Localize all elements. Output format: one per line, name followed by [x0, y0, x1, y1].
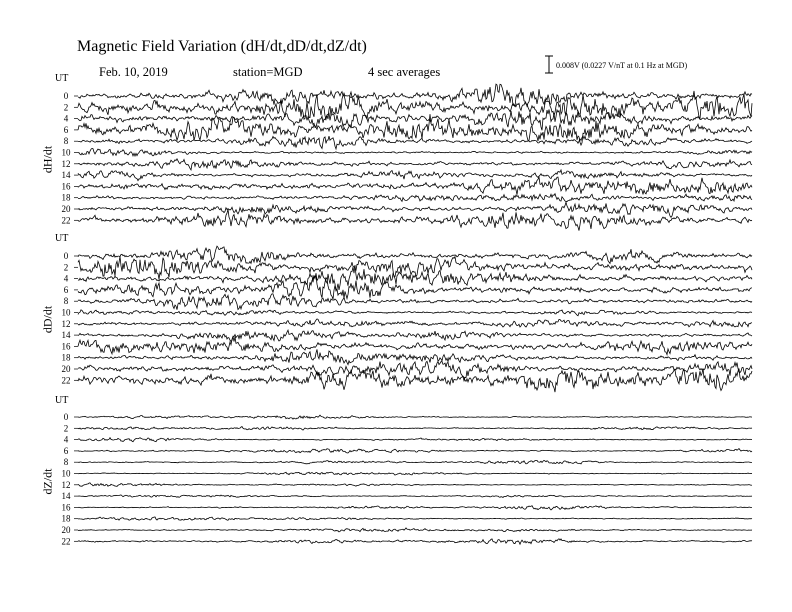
ylabel-dz: dZ/dt	[40, 468, 55, 495]
hour-tick-label: 18	[61, 192, 71, 203]
trace-dD-dt-h0	[78, 246, 752, 263]
hour-tick-label: 12	[61, 318, 71, 329]
hour-tick-label: 4	[63, 273, 69, 284]
trace-dH-dt-h18	[78, 194, 752, 202]
hour-tick-label: 12	[61, 479, 71, 490]
trace-dH-dt-h22	[78, 209, 752, 230]
trace-dH-dt-h20	[78, 202, 752, 217]
trace-dH-dt-h10	[78, 148, 752, 156]
hour-tick-label: 16	[61, 502, 71, 513]
hour-tick-label: 12	[61, 158, 71, 169]
trace-dH-dt-h16	[78, 177, 752, 195]
trace-dD-dt-h16	[78, 337, 752, 355]
hour-tick-label: 10	[61, 147, 71, 158]
averaging-label: 4 sec averages	[368, 65, 441, 79]
hour-tick-label: 16	[61, 181, 71, 192]
hour-tick-label: 0	[63, 251, 69, 261]
hour-tick-label: 22	[61, 215, 71, 226]
hour-tick-label: 0	[63, 412, 69, 422]
trace-dD-dt-h14	[78, 330, 752, 341]
hour-tick-label: 18	[61, 352, 71, 363]
trace-dZ-dt-h16	[78, 506, 752, 510]
ut-label-dd: UT	[55, 233, 69, 244]
hour-tick-label: 14	[61, 491, 71, 502]
hour-tick-label: 4	[63, 434, 69, 445]
hour-tick-label: 8	[63, 457, 69, 468]
trace-dD-dt-h12	[78, 319, 752, 327]
trace-dZ-dt-h6	[78, 449, 752, 453]
trace-dH-dt-h14	[78, 170, 752, 181]
trace-dZ-dt-h22	[78, 539, 752, 544]
ylabel-dd: dD/dt	[40, 305, 55, 334]
hour-tick-label: 6	[63, 445, 69, 456]
hour-tick-label: 22	[61, 375, 71, 386]
trace-dZ-dt-h10	[78, 472, 752, 475]
trace-dZ-dt-h8	[78, 460, 752, 464]
trace-dZ-dt-h20	[78, 528, 752, 532]
trace-dZ-dt-h4	[78, 438, 752, 442]
hour-tick-label: 22	[61, 536, 71, 547]
trace-dZ-dt-h2	[78, 427, 752, 431]
trace-dD-dt-h10	[78, 310, 752, 316]
hour-tick-label: 14	[61, 330, 71, 341]
trace-dH-dt-h8	[78, 136, 752, 149]
hour-tick-label: 16	[61, 341, 71, 352]
trace-dZ-dt-h18	[78, 517, 752, 520]
trace-dH-dt-h0	[78, 84, 752, 106]
hour-tick-label: 20	[61, 525, 71, 535]
hour-tick-label: 20	[61, 204, 71, 214]
trace-dH-dt-h4	[78, 109, 752, 130]
trace-dH-dt-h12	[78, 159, 752, 170]
trace-dD-dt-h22	[78, 368, 752, 392]
hour-tick-label: 14	[61, 170, 71, 181]
trace-dZ-dt-h0	[78, 415, 752, 419]
station-label: station=MGD	[233, 65, 303, 79]
hour-tick-label: 6	[63, 124, 69, 135]
hour-tick-label: 10	[61, 468, 71, 479]
hour-tick-label: 2	[63, 262, 69, 273]
ylabel-dh: dH/dt	[40, 145, 55, 174]
ut-label-dz: UT	[55, 395, 69, 406]
trace-dZ-dt-h12	[78, 483, 752, 487]
scale-bar-label: 0.008V (0.0227 V/nT at 0.1 Hz at MGD)	[556, 61, 688, 70]
hour-tick-label: 0	[63, 91, 69, 101]
trace-dD-dt-h20	[78, 361, 752, 380]
trace-dZ-dt-h14	[78, 495, 752, 498]
hour-tick-label: 8	[63, 136, 69, 147]
ut-label-dh: UT	[55, 73, 69, 84]
hour-tick-label: 2	[63, 423, 69, 434]
hour-tick-label: 20	[61, 364, 71, 374]
trace-dD-dt-h6	[78, 276, 752, 300]
hour-tick-label: 18	[61, 513, 71, 524]
trace-dD-dt-h8	[78, 294, 752, 310]
hour-tick-label: 6	[63, 284, 69, 295]
hour-tick-label: 10	[61, 307, 71, 318]
hour-tick-label: 4	[63, 113, 69, 124]
hour-tick-label: 8	[63, 296, 69, 307]
hour-tick-label: 2	[63, 102, 69, 113]
date-label: Feb. 10, 2019	[99, 65, 168, 79]
chart-title: Magnetic Field Variation (dH/dt,dD/dt,dZ/dt)	[77, 38, 367, 55]
